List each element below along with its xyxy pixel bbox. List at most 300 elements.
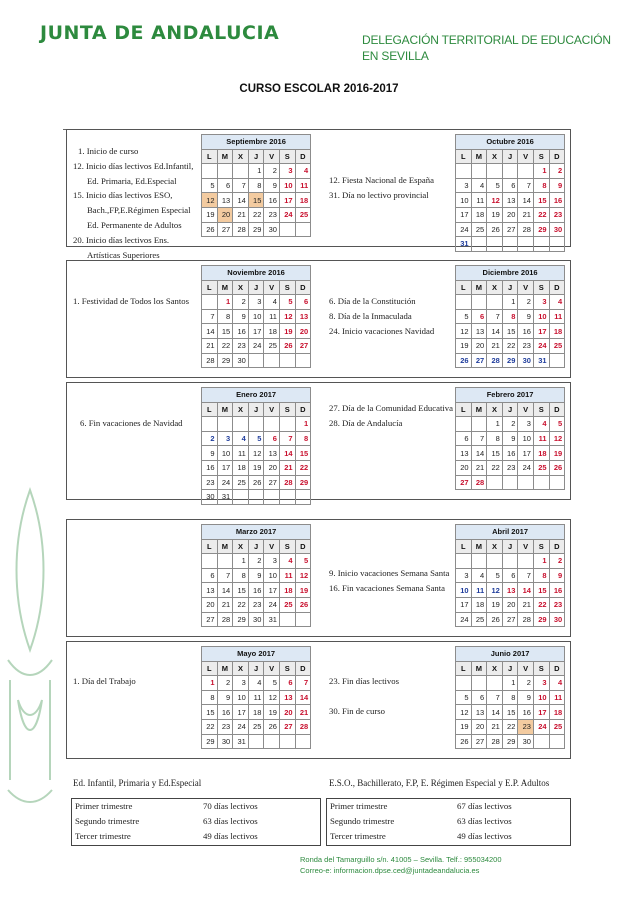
day-cell: 15 xyxy=(202,705,218,720)
day-cell: 3 xyxy=(264,554,280,569)
day-cell: 6 xyxy=(502,568,518,583)
empty-day-cell xyxy=(549,475,565,490)
weekday-header: X xyxy=(233,539,249,554)
day-cell: 10 xyxy=(217,446,233,461)
note: 20. Inicio días lectivos Ens. xyxy=(73,234,170,245)
footer-email: Correo-e: informacion.dpse.ced@juntadeandalucia.es xyxy=(300,866,480,875)
day-cell: 29 xyxy=(502,353,518,368)
empty-day-cell xyxy=(248,353,264,368)
day-cell: 23 xyxy=(549,597,565,612)
weekday-header: M xyxy=(217,280,233,295)
day-cell: 3 xyxy=(533,295,549,310)
month-title: Junio 2017 xyxy=(456,647,565,662)
day-cell: 23 xyxy=(264,207,280,222)
day-cell: 6 xyxy=(217,178,233,193)
day-cell: 1 xyxy=(502,676,518,691)
weekday-header: M xyxy=(471,661,487,676)
day-cell: 14 xyxy=(279,446,295,461)
day-cell: 10 xyxy=(533,309,549,324)
day-cell: 13 xyxy=(202,583,218,598)
empty-day-cell xyxy=(202,417,218,432)
day-cell: 6 xyxy=(471,309,487,324)
note: 16. Fin vacaciones Semana Santa xyxy=(329,582,446,593)
day-cell: 18 xyxy=(549,705,565,720)
empty-day-cell xyxy=(279,353,295,368)
weekday-header: L xyxy=(202,402,218,417)
day-cell: 8 xyxy=(533,568,549,583)
day-cell: 5 xyxy=(248,431,264,446)
weekday-header: X xyxy=(233,280,249,295)
weekday-header: L xyxy=(456,149,472,164)
day-cell: 9 xyxy=(549,568,565,583)
calendar-febrero xyxy=(455,387,565,490)
day-cell: 24 xyxy=(248,338,264,353)
day-cell: 18 xyxy=(471,597,487,612)
day-cell: 5 xyxy=(456,690,472,705)
summary-label: Segundo trimestre xyxy=(330,816,395,826)
weekday-header: D xyxy=(549,402,565,417)
day-cell: 9 xyxy=(264,178,280,193)
day-cell: 23 xyxy=(502,460,518,475)
day-cell: 6 xyxy=(502,178,518,193)
weekday-header: V xyxy=(518,661,534,676)
day-cell: 25 xyxy=(471,612,487,627)
month-title: Abril 2017 xyxy=(456,525,565,540)
day-cell: 5 xyxy=(456,309,472,324)
day-cell: 6 xyxy=(264,431,280,446)
weekday-header: D xyxy=(295,661,311,676)
day-cell: 30 xyxy=(264,222,280,237)
summary-row xyxy=(72,799,320,814)
empty-day-cell xyxy=(295,734,311,749)
day-cell: 5 xyxy=(295,554,311,569)
day-cell: 28 xyxy=(487,734,503,749)
day-cell: 15 xyxy=(295,446,311,461)
weekday-header: X xyxy=(487,661,503,676)
day-cell: 13 xyxy=(471,705,487,720)
weekday-header: D xyxy=(295,539,311,554)
day-cell: 21 xyxy=(217,597,233,612)
weekday-header: M xyxy=(471,402,487,417)
day-cell: 12 xyxy=(202,193,218,208)
weekday-header: V xyxy=(264,539,280,554)
day-cell: 3 xyxy=(456,568,472,583)
day-cell: 2 xyxy=(549,164,565,179)
weekday-header: S xyxy=(279,539,295,554)
note: 1. Inicio de curso xyxy=(78,146,139,156)
month-title: Septiembre 2016 xyxy=(202,135,311,150)
calendar-abril xyxy=(455,524,565,627)
day-cell: 28 xyxy=(487,353,503,368)
day-cell: 8 xyxy=(202,690,218,705)
day-cell: 15 xyxy=(533,193,549,208)
day-cell: 29 xyxy=(233,612,249,627)
day-cell: 17 xyxy=(264,583,280,598)
weekday-header: D xyxy=(549,280,565,295)
weekday-header: S xyxy=(279,661,295,676)
day-cell: 30 xyxy=(202,490,218,505)
day-cell: 1 xyxy=(487,417,503,432)
empty-day-cell xyxy=(471,164,487,179)
day-cell: 2 xyxy=(518,295,534,310)
day-cell: 18 xyxy=(471,207,487,222)
empty-day-cell xyxy=(502,237,518,252)
empty-day-cell xyxy=(202,554,218,569)
calendar-enero xyxy=(201,387,311,505)
day-cell: 25 xyxy=(248,719,264,734)
day-cell: 27 xyxy=(264,475,280,490)
month-title: Diciembre 2016 xyxy=(456,266,565,281)
note: 27. Día de la Comunidad Educativa xyxy=(329,403,454,413)
day-cell: 24 xyxy=(456,222,472,237)
day-cell: 5 xyxy=(202,178,218,193)
summary-row xyxy=(327,799,570,814)
day-cell: 21 xyxy=(202,338,218,353)
day-cell: 3 xyxy=(279,164,295,179)
day-cell: 15 xyxy=(533,583,549,598)
calendar-noviembre xyxy=(201,265,311,368)
weekday-header: X xyxy=(233,149,249,164)
day-cell: 20 xyxy=(471,338,487,353)
day-cell: 7 xyxy=(233,178,249,193)
day-cell: 20 xyxy=(502,207,518,222)
day-cell: 14 xyxy=(487,705,503,720)
calendar-diciembre xyxy=(455,265,565,368)
day-cell: 14 xyxy=(487,324,503,339)
note: 1. Festividad de Todos los Santos xyxy=(73,296,190,306)
day-cell: 4 xyxy=(549,676,565,691)
empty-day-cell xyxy=(471,295,487,310)
day-cell: 19 xyxy=(248,460,264,475)
empty-day-cell xyxy=(518,164,534,179)
empty-day-cell xyxy=(295,222,311,237)
notes-mayo xyxy=(73,674,136,689)
day-cell: 1 xyxy=(502,295,518,310)
day-cell: 12 xyxy=(456,324,472,339)
footer-address: Ronda del Tamarguillo s/n. 41005 – Sevilla. Telf.: 955034200 xyxy=(300,855,502,864)
day-cell: 25 xyxy=(264,338,280,353)
notes-junio xyxy=(329,674,399,719)
day-cell: 2 xyxy=(248,554,264,569)
day-cell: 7 xyxy=(217,568,233,583)
day-cell: 24 xyxy=(217,475,233,490)
note: Ed. Primaria, Ed.Especial xyxy=(87,175,177,186)
empty-day-cell xyxy=(471,554,487,569)
day-cell: 2 xyxy=(549,554,565,569)
empty-day-cell xyxy=(264,353,280,368)
weekday-header: J xyxy=(248,280,264,295)
weekday-header: S xyxy=(533,539,549,554)
day-cell: 19 xyxy=(264,705,280,720)
empty-day-cell xyxy=(279,417,295,432)
day-cell: 27 xyxy=(202,612,218,627)
day-cell: 3 xyxy=(248,295,264,310)
weekday-header: L xyxy=(456,661,472,676)
day-cell: 2 xyxy=(217,676,233,691)
day-cell: 13 xyxy=(295,309,311,324)
day-cell: 11 xyxy=(279,568,295,583)
day-cell: 23 xyxy=(202,475,218,490)
note: Ed. Permanente de Adultos xyxy=(87,219,182,230)
note: 24. Inicio vacaciones Navidad xyxy=(329,325,435,336)
summary-value: 63 días lectivos xyxy=(457,816,512,826)
weekday-header: L xyxy=(456,280,472,295)
day-cell: 27 xyxy=(217,222,233,237)
day-cell: 16 xyxy=(217,705,233,720)
day-cell: 22 xyxy=(533,207,549,222)
empty-day-cell xyxy=(487,295,503,310)
day-cell: 29 xyxy=(502,734,518,749)
day-cell: 17 xyxy=(279,193,295,208)
day-cell: 12 xyxy=(487,193,503,208)
day-cell: 18 xyxy=(233,460,249,475)
summary-label: Primer trimestre xyxy=(75,801,133,811)
weekday-header: D xyxy=(295,149,311,164)
empty-day-cell xyxy=(487,475,503,490)
weekday-header: S xyxy=(279,402,295,417)
day-cell: 23 xyxy=(518,719,534,734)
empty-day-cell xyxy=(248,490,264,505)
weekday-header: V xyxy=(264,402,280,417)
day-cell: 31 xyxy=(264,612,280,627)
day-cell: 11 xyxy=(295,178,311,193)
day-cell: 14 xyxy=(518,583,534,598)
day-cell: 22 xyxy=(533,597,549,612)
day-cell: 31 xyxy=(233,734,249,749)
day-cell: 10 xyxy=(518,431,534,446)
notes-septiembre xyxy=(73,144,193,262)
empty-day-cell xyxy=(502,475,518,490)
day-cell: 29 xyxy=(295,475,311,490)
note: 6. Día de la Constitución xyxy=(329,296,416,306)
day-cell: 4 xyxy=(264,295,280,310)
day-cell: 12 xyxy=(295,568,311,583)
empty-day-cell xyxy=(202,164,218,179)
empty-day-cell xyxy=(295,353,311,368)
weekday-header: J xyxy=(502,402,518,417)
day-cell: 21 xyxy=(487,719,503,734)
empty-day-cell xyxy=(533,237,549,252)
month-title: Enero 2017 xyxy=(202,388,311,403)
day-cell: 16 xyxy=(518,324,534,339)
day-cell: 18 xyxy=(533,446,549,461)
day-cell: 25 xyxy=(549,338,565,353)
empty-day-cell xyxy=(248,417,264,432)
day-cell: 26 xyxy=(487,612,503,627)
empty-day-cell xyxy=(217,554,233,569)
month-title: Octubre 2016 xyxy=(456,135,565,150)
day-cell: 13 xyxy=(279,690,295,705)
day-cell: 27 xyxy=(279,719,295,734)
day-cell: 8 xyxy=(233,568,249,583)
day-cell: 14 xyxy=(295,690,311,705)
note: 30. Fin de curso xyxy=(329,705,385,716)
weekday-header: D xyxy=(549,539,565,554)
day-cell: 22 xyxy=(295,460,311,475)
notes-abril xyxy=(329,566,457,596)
day-cell: 11 xyxy=(471,583,487,598)
day-cell: 30 xyxy=(518,353,534,368)
day-cell: 1 xyxy=(533,554,549,569)
day-cell: 2 xyxy=(264,164,280,179)
month-title: Marzo 2017 xyxy=(202,525,311,540)
day-cell: 25 xyxy=(471,222,487,237)
weekday-header: J xyxy=(502,661,518,676)
day-cell: 13 xyxy=(502,583,518,598)
calendar-junio xyxy=(455,646,565,749)
day-cell: 11 xyxy=(471,193,487,208)
day-cell: 26 xyxy=(248,475,264,490)
day-cell: 29 xyxy=(202,734,218,749)
summary-right-box xyxy=(326,798,571,846)
day-cell: 16 xyxy=(248,583,264,598)
day-cell: 17 xyxy=(533,324,549,339)
weekday-header: S xyxy=(279,280,295,295)
summary-label: Primer trimestre xyxy=(330,801,388,811)
delegacion-line-1: DELEGACIÓN TERRITORIAL DE EDUCACIÓN xyxy=(362,33,611,47)
day-cell: 12 xyxy=(487,583,503,598)
weekday-header: D xyxy=(295,280,311,295)
notes-octubre xyxy=(329,173,434,203)
day-cell: 18 xyxy=(248,705,264,720)
day-cell: 1 xyxy=(295,417,311,432)
day-cell: 31 xyxy=(456,237,472,252)
day-cell: 22 xyxy=(502,338,518,353)
day-cell: 5 xyxy=(487,178,503,193)
day-cell: 12 xyxy=(264,690,280,705)
day-cell: 21 xyxy=(518,597,534,612)
day-cell: 15 xyxy=(248,193,264,208)
day-cell: 20 xyxy=(202,597,218,612)
day-cell: 31 xyxy=(217,490,233,505)
note: 15. Inicio días lectivos ESO, xyxy=(73,190,173,201)
summary-row xyxy=(327,814,570,829)
empty-day-cell xyxy=(471,417,487,432)
day-cell: 16 xyxy=(502,446,518,461)
weekday-header: J xyxy=(502,280,518,295)
day-cell: 19 xyxy=(295,583,311,598)
day-cell: 20 xyxy=(456,460,472,475)
day-cell: 7 xyxy=(487,690,503,705)
empty-day-cell xyxy=(456,417,472,432)
day-cell: 13 xyxy=(264,446,280,461)
day-cell: 28 xyxy=(233,222,249,237)
day-cell: 9 xyxy=(502,431,518,446)
empty-day-cell xyxy=(248,734,264,749)
month-title: Febrero 2017 xyxy=(456,388,565,403)
day-cell: 23 xyxy=(233,338,249,353)
day-cell: 9 xyxy=(217,690,233,705)
weekday-header: L xyxy=(456,402,472,417)
empty-day-cell xyxy=(549,237,565,252)
empty-day-cell xyxy=(518,554,534,569)
page-title: CURSO ESCOLAR 2016-2017 xyxy=(239,83,399,95)
day-cell: 3 xyxy=(233,676,249,691)
day-cell: 27 xyxy=(471,734,487,749)
day-cell: 25 xyxy=(279,597,295,612)
day-cell: 19 xyxy=(456,338,472,353)
day-cell: 26 xyxy=(549,460,565,475)
notes-febrero xyxy=(329,401,459,431)
empty-day-cell xyxy=(202,295,218,310)
day-cell: 13 xyxy=(456,446,472,461)
notes-noviembre xyxy=(73,294,189,309)
day-cell: 24 xyxy=(456,612,472,627)
day-cell: 6 xyxy=(202,568,218,583)
day-cell: 21 xyxy=(487,338,503,353)
day-cell: 11 xyxy=(533,431,549,446)
note: 6. Fin vacaciones de Navidad xyxy=(80,418,183,428)
day-cell: 28 xyxy=(279,475,295,490)
day-cell: 3 xyxy=(217,431,233,446)
day-cell: 23 xyxy=(217,719,233,734)
day-cell: 24 xyxy=(518,460,534,475)
summary-value: 70 días lectivos xyxy=(203,801,258,811)
weekday-header: L xyxy=(202,280,218,295)
day-cell: 12 xyxy=(549,431,565,446)
day-cell: 7 xyxy=(202,309,218,324)
day-cell: 30 xyxy=(248,612,264,627)
day-cell: 27 xyxy=(502,222,518,237)
day-cell: 29 xyxy=(248,222,264,237)
empty-day-cell xyxy=(279,222,295,237)
day-cell: 30 xyxy=(518,734,534,749)
empty-day-cell xyxy=(233,164,249,179)
day-cell: 10 xyxy=(264,568,280,583)
calendar-septiembre xyxy=(201,134,311,237)
empty-day-cell xyxy=(549,353,565,368)
day-cell: 26 xyxy=(456,353,472,368)
day-cell: 8 xyxy=(533,178,549,193)
day-cell: 21 xyxy=(471,460,487,475)
day-cell: 3 xyxy=(456,178,472,193)
day-cell: 21 xyxy=(233,207,249,222)
day-cell: 13 xyxy=(502,193,518,208)
day-cell: 4 xyxy=(549,295,565,310)
day-cell: 4 xyxy=(471,178,487,193)
empty-day-cell xyxy=(487,554,503,569)
day-cell: 18 xyxy=(279,583,295,598)
note: 12. Fiesta Nacional de España xyxy=(329,175,434,185)
day-cell: 18 xyxy=(549,324,565,339)
day-cell: 25 xyxy=(295,207,311,222)
day-cell: 20 xyxy=(471,719,487,734)
day-cell: 10 xyxy=(279,178,295,193)
empty-day-cell xyxy=(487,164,503,179)
day-cell: 14 xyxy=(233,193,249,208)
empty-day-cell xyxy=(533,475,549,490)
day-cell: 22 xyxy=(502,719,518,734)
summary-value: 49 días lectivos xyxy=(203,831,258,841)
weekday-header: J xyxy=(248,539,264,554)
empty-day-cell xyxy=(502,554,518,569)
weekday-header: V xyxy=(264,280,280,295)
empty-day-cell xyxy=(456,554,472,569)
day-cell: 10 xyxy=(248,309,264,324)
day-cell: 28 xyxy=(295,719,311,734)
empty-day-cell xyxy=(217,417,233,432)
weekday-header: V xyxy=(518,149,534,164)
day-cell: 26 xyxy=(456,734,472,749)
weekday-header: M xyxy=(471,149,487,164)
day-cell: 7 xyxy=(279,431,295,446)
empty-day-cell xyxy=(518,237,534,252)
empty-day-cell xyxy=(487,676,503,691)
empty-day-cell xyxy=(502,164,518,179)
day-cell: 15 xyxy=(217,324,233,339)
day-cell: 28 xyxy=(471,475,487,490)
empty-day-cell xyxy=(518,475,534,490)
